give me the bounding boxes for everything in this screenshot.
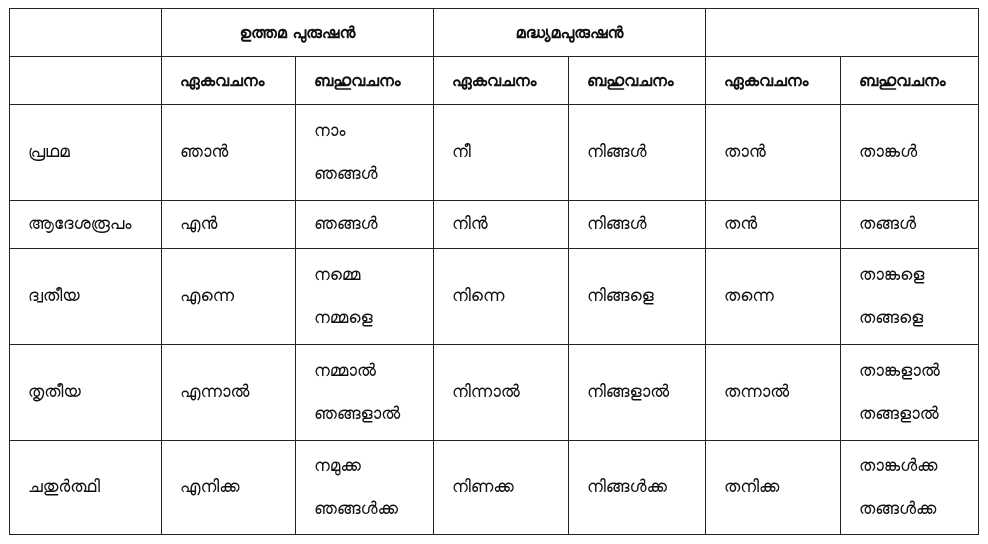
table-cell [841,345,979,441]
cell-text: നിന്നാൽ [452,382,520,402]
table-cell [841,441,979,535]
cell-text: നാം [314,120,346,141]
pronoun-table-container [9,8,979,535]
table-cell [162,201,296,249]
number-header-row [10,57,979,105]
cell-text: താങ്കൾ [859,142,918,162]
cell-text: നിന്നെ [452,286,505,306]
table-cell [706,201,841,249]
cell-text: നിങ്ങൾ [587,142,647,162]
group-header-row [10,9,979,57]
cell-text: എനിക്ക [180,477,240,497]
cell-text: തങ്ങൾക്ക [859,498,937,519]
cell-text: താൻ [724,142,766,162]
row-label: ദ്വതീയ [10,249,162,345]
cell-text: എൻ [180,214,218,234]
sub-header-cell: ഏകവചനം [434,57,569,105]
table-cell [706,441,841,535]
cell-text: ഞാൻ [180,142,229,162]
cell-text: താങ്കൾക്ക [859,455,938,476]
table-cell [296,105,434,201]
row-label: പ്രഥമ [10,105,162,201]
table-cell [162,441,296,535]
row-label: ആദേശരൂപം [10,201,162,249]
table-row [10,105,979,201]
cell-text: നമ്മളെ [314,307,373,328]
group-header-madhyama: മദ്ധ്യമപുരുഷൻ [434,9,706,57]
table-cell [434,201,569,249]
cell-text: നിങ്ങൾക്ക [587,477,667,497]
cell-text: ഞങ്ങൾ [314,163,378,184]
table-cell [434,441,569,535]
table-cell [706,105,841,201]
cell-text: നിങ്ങളെ [587,286,654,306]
table-cell [296,345,434,441]
corner-cell [10,9,162,57]
sub-header-cell: ബഹുവചനം [569,57,706,105]
cell-text: ഞങ്ങൾക്ക [314,498,398,519]
cell-text: നിങ്ങൾ [587,214,647,234]
table-cell [841,201,979,249]
sub-header-cell: ബഹുവചനം [841,57,979,105]
table-cell [296,441,434,535]
table-cell [569,201,706,249]
cell-text: തങ്ങളാൽ [859,403,939,424]
table-cell [162,105,296,201]
group-header-third [706,9,979,57]
table-cell [841,249,979,345]
table-cell [296,249,434,345]
cell-text: നമ്മാൽ [314,360,376,381]
cell-text: എന്നാൽ [180,382,250,402]
table-cell [569,105,706,201]
cell-text: നമ്മെ [314,264,361,285]
sub-header-cell: ബഹുവചനം [296,57,434,105]
group-header-uttama: ഉത്തമ പുരുഷൻ [162,9,434,57]
sub-header-cell: ഏകവചനം [162,57,296,105]
table-cell [569,441,706,535]
cell-text: തങ്ങളെ [859,307,924,328]
table-cell [569,249,706,345]
sub-header-cell: ഏകവചനം [706,57,841,105]
cell-text: ഞങ്ങൾ [314,214,378,234]
table-cell [162,249,296,345]
row-label: തൃതീയ [10,345,162,441]
cell-text: തന്നാൽ [724,382,790,402]
cell-text: നിണക്ക [452,477,514,497]
table-cell [162,345,296,441]
table-cell [296,201,434,249]
cell-text: തങ്ങൾ [859,214,917,234]
table-cell [434,105,569,201]
cell-text: തനിക്ക [724,477,780,497]
table-cell [706,249,841,345]
cell-text: താങ്കളെ [859,264,925,285]
cell-text: നമുക്ക [314,455,361,476]
cell-text: തൻ [724,214,758,234]
table-cell [434,249,569,345]
table-cell [706,345,841,441]
cell-text: നിങ്ങളാൽ [587,382,670,402]
table-row [10,345,979,441]
cell-text: നീ [452,142,471,162]
row-label: ചതുര്‍ത്ഥി [10,441,162,535]
table-row [10,441,979,535]
cell-text: താങ്കളാൽ [859,360,940,381]
row-label-header-cell [10,57,162,105]
cell-text: തന്നെ [724,286,774,306]
table-row [10,201,979,249]
cell-text: നിൻ [452,214,488,234]
table-cell [434,345,569,441]
cell-text: ഞങ്ങളാൽ [314,403,401,424]
pronoun-declension-table [9,8,979,535]
table-cell [841,105,979,201]
cell-text: എന്നെ [180,286,235,306]
table-row [10,249,979,345]
table-cell [569,345,706,441]
